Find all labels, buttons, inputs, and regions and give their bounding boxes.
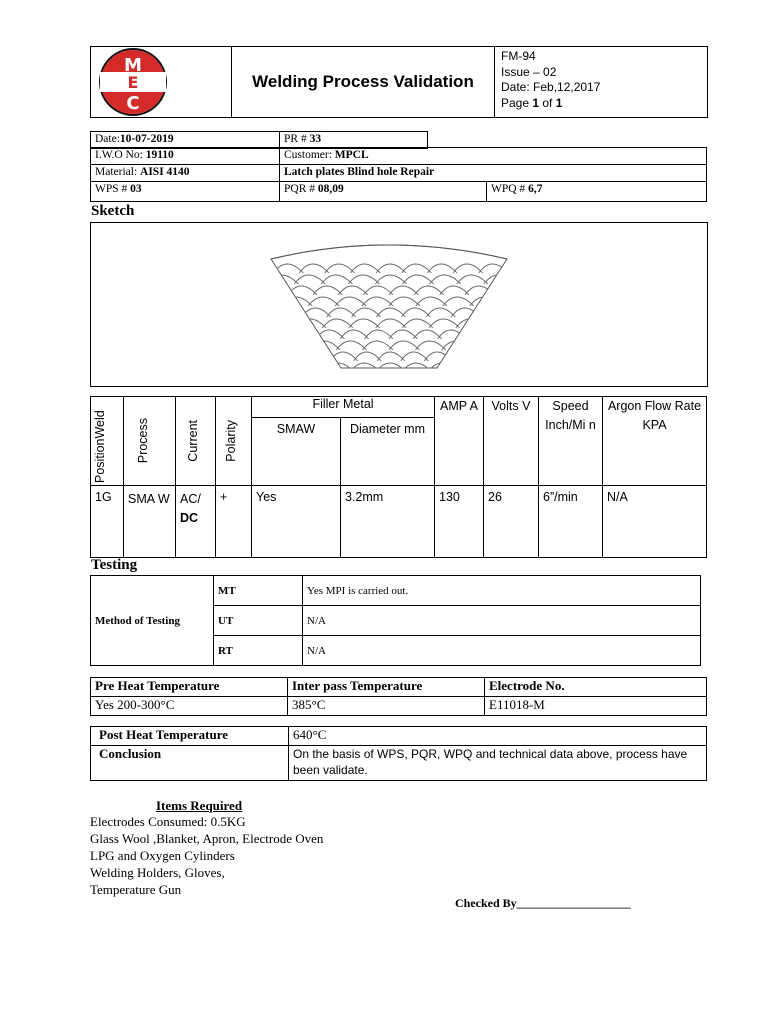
customer-cell: Customer: MPCL [280, 148, 707, 165]
wpq-cell: WPQ # 6,7 [487, 182, 707, 202]
job-description-cell: Latch plates Blind hole Repair [280, 165, 707, 182]
smaw-value: Yes [252, 486, 341, 558]
conclusion-label: Conclusion [91, 746, 289, 781]
testing-table [90, 575, 701, 666]
postheat-value: 640°C [289, 727, 707, 746]
item-line: Glass Wool ,Blanket, Apron, Electrode Oven [90, 831, 324, 846]
sketch-box [90, 222, 708, 387]
items-list [90, 813, 323, 898]
postheat-label: Post Heat Temperature [91, 727, 289, 746]
test-result-rt: N/A [303, 636, 701, 666]
document-meta [495, 47, 707, 117]
polarity-value: + [216, 486, 252, 558]
amp-value: 130 [435, 486, 484, 558]
filler-metal-header: Filler Metal [252, 397, 435, 418]
preheat-label: Pre Heat Temperature [91, 678, 288, 697]
issue-number: Issue – 02 [501, 64, 557, 79]
electrode-value: E11018-M [485, 697, 707, 716]
date-cell: Date:10-07-2019 [91, 132, 280, 149]
smaw-header: SMAW [252, 418, 341, 486]
document-title: Welding Process Validation [232, 47, 495, 117]
method-of-testing-label: Method of Testing [91, 576, 214, 666]
preheat-value: Yes 200-300°C [91, 697, 288, 716]
current-value: AC/ DC [176, 486, 216, 558]
process-parameters-table [90, 396, 707, 558]
conclusion-value: On the basis of WPS, PQR, WPQ and technical data above, process have been validate. [289, 746, 707, 781]
weld-bead-sketch [91, 223, 707, 386]
checked-by: Checked By___________________ [455, 896, 631, 910]
pqr-cell: PQR # 08,09 [280, 182, 487, 202]
current-header: Current [176, 397, 216, 486]
post-heat-table [90, 726, 707, 781]
pr-cell: PR # 33 [280, 132, 428, 149]
material-cell: Material: AISI 4140 [91, 165, 280, 182]
argon-header: Argon Flow Rate KPA [603, 397, 707, 486]
items-required-title: Items Required [156, 798, 243, 813]
position-value: 1G [91, 486, 124, 558]
test-result-mt: Yes MPI is carried out. [303, 576, 701, 606]
interpass-value: 385°C [288, 697, 485, 716]
iwo-cell: I.W.O No: 19110 [91, 148, 280, 165]
position-header: PositionWeld [91, 397, 124, 486]
logo-cell [91, 47, 232, 117]
diameter-value: 3.2mm [341, 486, 435, 558]
test-method-ut: UT [214, 606, 303, 636]
volts-header: Volts V [484, 397, 539, 486]
document-header [90, 46, 708, 118]
svg-text:E: E [127, 73, 139, 92]
diameter-header: Diameter mm [341, 418, 435, 486]
volts-value: 26 [484, 486, 539, 558]
test-result-ut: N/A [303, 606, 701, 636]
speed-header: Speed Inch/Mi n [539, 397, 603, 486]
form-number: FM-94 [501, 49, 536, 63]
item-line: LPG and Oxygen Cylinders [90, 848, 235, 863]
issue-date: Date: Feb,12,2017 [501, 80, 601, 94]
process-header: Process [124, 397, 176, 486]
testing-title: Testing [91, 557, 138, 573]
temperature-table [90, 677, 707, 716]
amp-header: AMP A [435, 397, 484, 486]
sketch-title: Sketch [91, 203, 135, 219]
electrode-label: Electrode No. [485, 678, 707, 697]
wps-cell: WPS # 03 [91, 182, 280, 202]
speed-value: 6”/min [539, 486, 603, 558]
test-method-rt: RT [214, 636, 303, 666]
page-number: Page 1 of 1 [501, 95, 563, 110]
item-line: Temperature Gun [90, 882, 182, 897]
svg-text:M: M [124, 55, 142, 76]
item-line: Electrodes Consumed: 0.5KG [90, 814, 246, 829]
polarity-header: Polarity [216, 397, 252, 486]
svg-text:C: C [126, 93, 140, 114]
item-line: Welding Holders, Gloves, [90, 865, 225, 880]
company-logo [91, 47, 231, 117]
argon-value: N/A [603, 486, 707, 558]
test-method-mt: MT [214, 576, 303, 606]
process-value: SMA W [124, 486, 176, 558]
interpass-label: Inter pass Temperature [288, 678, 485, 697]
